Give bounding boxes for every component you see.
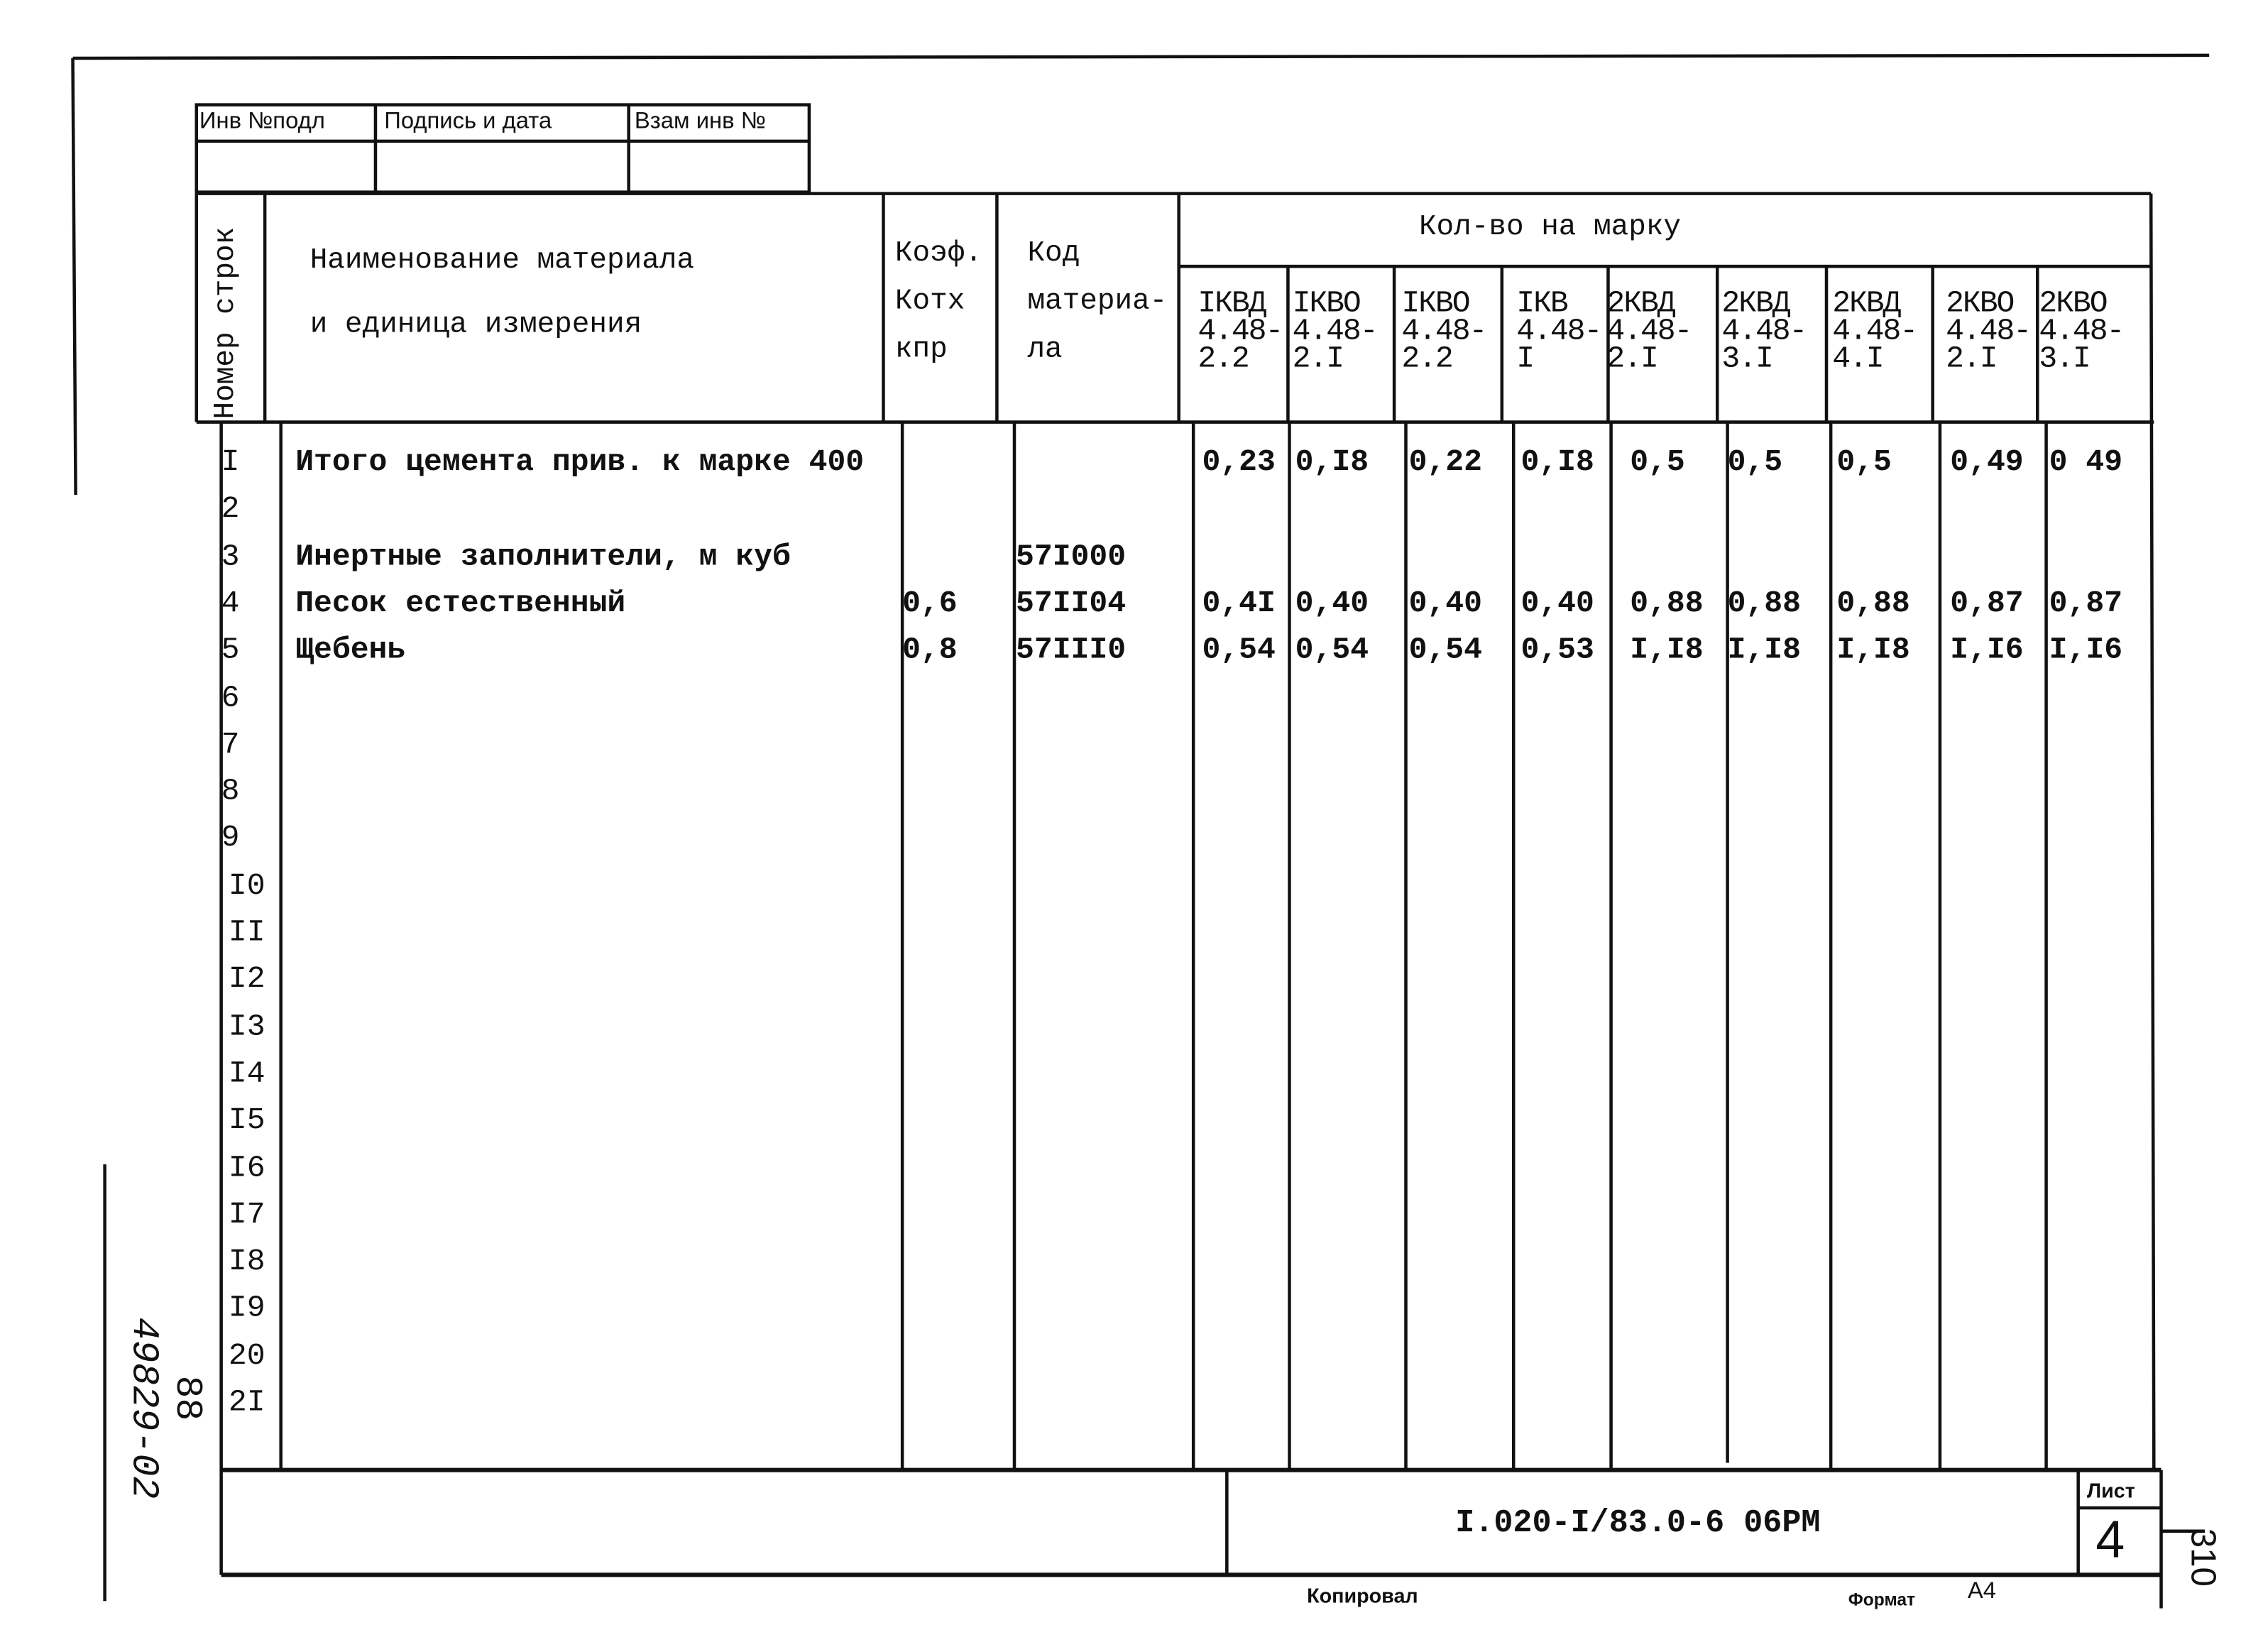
quantity-cell: I,I8 [1727, 635, 1801, 669]
row-number: 2 [221, 493, 240, 527]
quantity-cell: 0,5 [1630, 447, 1685, 481]
material-code: 57III0 [1016, 635, 1127, 669]
material-name-header: Наименование материала и единица измерения [309, 244, 695, 342]
quantity-cell: 0,40 [1520, 588, 1594, 622]
material-name: Инертные заполнители, м куб [295, 540, 791, 574]
quantity-cell: 0,54 [1202, 635, 1276, 669]
material-name: Щебень [295, 635, 406, 669]
quantity-cell: 0,88 [1836, 588, 1910, 622]
material-name: Итого цемента прив. к марке 400 [295, 447, 865, 481]
row-number: 9 [221, 823, 240, 857]
material-code: 57II04 [1016, 588, 1127, 622]
quantity-cell: 0,54 [1295, 635, 1369, 669]
material-code: 57I000 [1016, 540, 1127, 574]
row-number: II [228, 917, 265, 951]
grade-header: 2КВО 4.48- 3.I [2039, 288, 2124, 378]
quantity-cell: 0,88 [1630, 588, 1704, 622]
coefficient-header: Коэф. Котх кпр [894, 237, 982, 367]
signature-date-label: Подпись и дата [384, 109, 552, 134]
quantity-cell: 0,87 [2049, 588, 2123, 622]
row-number: I7 [228, 1198, 265, 1233]
row-number: I4 [228, 1058, 265, 1092]
quantity-cell: 0,5 [1727, 447, 1783, 481]
row-number: 8 [221, 775, 240, 810]
side-number: 88 [165, 1375, 210, 1421]
row-number: I5 [228, 1105, 265, 1139]
document-code: I.020-I/83.0-6 06РМ [1455, 1504, 1821, 1542]
row-number: I2 [228, 963, 265, 997]
row-number: I0 [228, 870, 265, 904]
quantity-cell: 0,49 [1950, 447, 2024, 481]
row-number: 4 [221, 588, 240, 622]
row-number-header: Номер строк [209, 226, 243, 420]
quantity-cell: 0,88 [1727, 588, 1801, 622]
row-number: 3 [221, 540, 240, 574]
material-code-header: Код материа- ла [1027, 237, 1168, 367]
row-number: 6 [221, 682, 240, 716]
material-name: Песок естественный [295, 588, 626, 622]
row-number: I9 [228, 1293, 265, 1327]
quantity-cell: 0,40 [1408, 588, 1482, 622]
row-number: 2I [228, 1386, 265, 1421]
row-number: I8 [228, 1246, 265, 1280]
page-number: 310 [2183, 1528, 2223, 1587]
side-note: 49829-02 [122, 1317, 166, 1499]
quantity-per-grade-header: Кол-во на марку [1418, 211, 1682, 245]
grade-header: IКВ 4.48- I [1516, 288, 1601, 378]
quantity-cell: 0,54 [1408, 635, 1482, 669]
row-number: I3 [228, 1011, 265, 1045]
replacement-inv-label: Взам инв № [634, 109, 766, 134]
quantity-cell: 0,40 [1295, 588, 1369, 622]
quantity-cell: 0,87 [1950, 588, 2024, 622]
quantity-cell: 0,5 [1836, 447, 1892, 481]
format-label: Формат [1848, 1589, 1916, 1610]
quantity-cell: I,I8 [1630, 635, 1704, 669]
quantity-cell: 0,I8 [1520, 447, 1594, 481]
row-number: I6 [228, 1152, 265, 1186]
grade-header: 2КВО 4.48- 2.I [1946, 288, 2031, 378]
copied-by-label: Копировал [1307, 1583, 1418, 1607]
grade-header: 2КВД 4.48- 4.I [1832, 288, 1917, 378]
quantity-cell: 0,4I [1202, 588, 1276, 622]
coefficient: 0,6 [902, 588, 958, 622]
quantity-cell: 0,I8 [1295, 447, 1369, 481]
row-number: 5 [221, 635, 240, 669]
format-value: А4 [1967, 1579, 1997, 1604]
grade-header: IКВД 4.48- 2.2 [1198, 288, 1283, 378]
inv-podl-label: Инв №подл [199, 109, 325, 134]
grade-header: IКВО 4.48- 2.I [1292, 288, 1377, 378]
grade-header: IКВО 4.48- 2.2 [1401, 288, 1486, 378]
sheet-label: Лист [2086, 1479, 2135, 1502]
quantity-cell: 0,22 [1408, 447, 1482, 481]
sheet-number: 4 [2095, 1509, 2125, 1570]
quantity-cell: I,I6 [1950, 635, 2024, 669]
quantity-cell: I,I6 [2049, 635, 2123, 669]
row-number: 7 [221, 728, 240, 762]
quantity-cell: I,I8 [1836, 635, 1910, 669]
grade-header: 2КВД 4.48- 3.I [1721, 288, 1807, 378]
grade-header: 2КВД 4.48- 2.I [1606, 288, 1692, 378]
quantity-cell: 0,23 [1202, 447, 1276, 481]
quantity-cell: 0 49 [2049, 447, 2123, 481]
row-number: I [221, 447, 240, 481]
coefficient: 0,8 [902, 635, 958, 669]
row-number: 20 [228, 1340, 265, 1374]
quantity-cell: 0,53 [1520, 635, 1594, 669]
